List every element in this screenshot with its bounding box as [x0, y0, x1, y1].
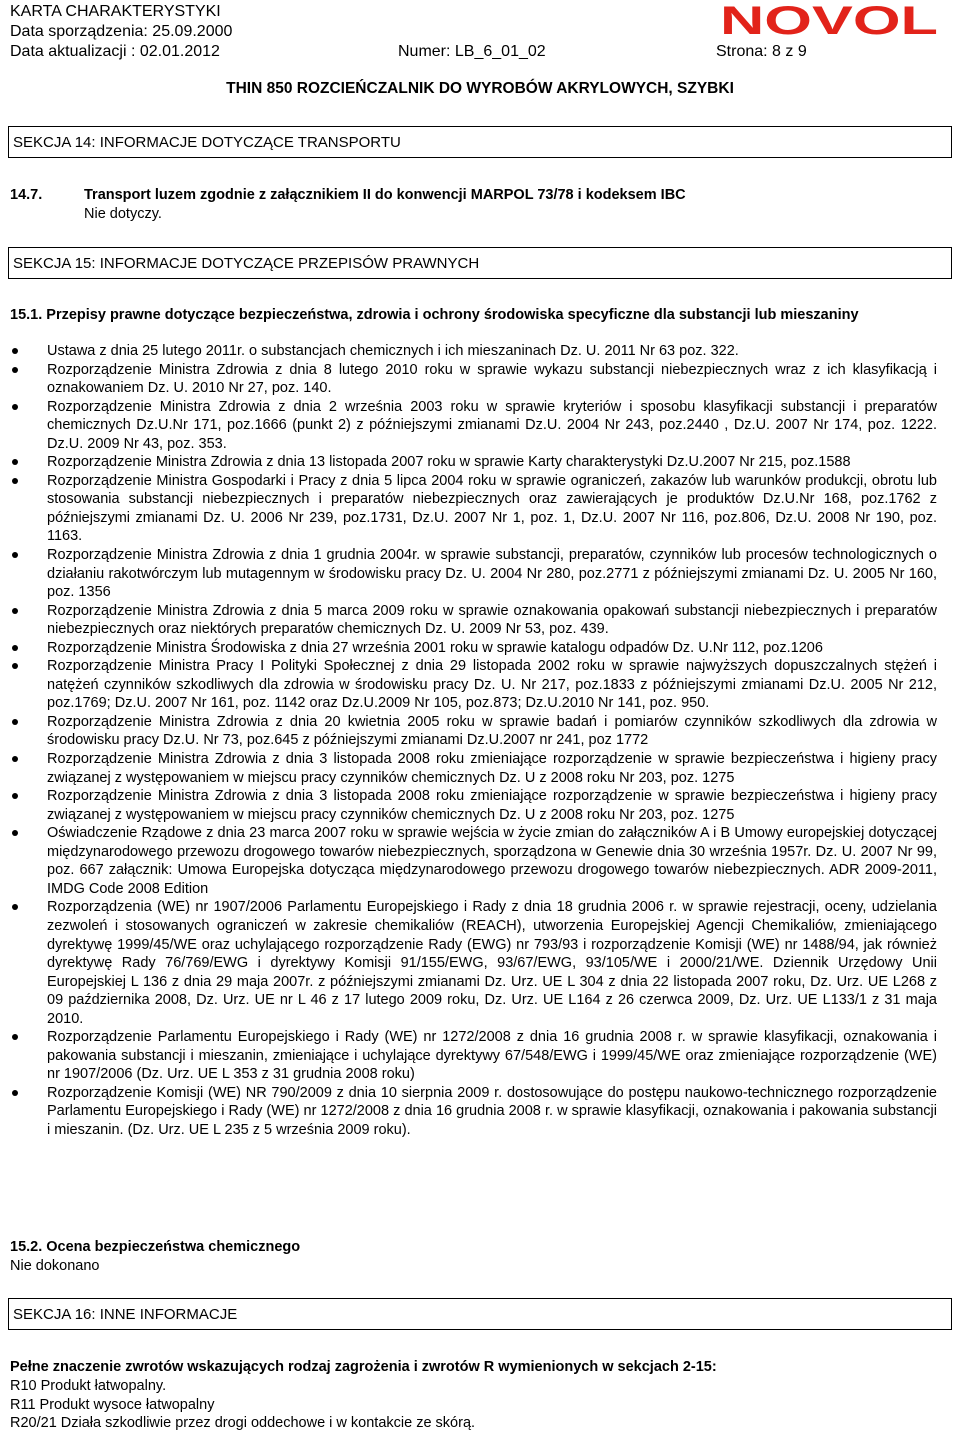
document-title: THIN 850 ROZCIEŃCZALNIK DO WYROBÓW AKRYLOWYCH, SZYBKI [226, 80, 734, 97]
section-15-header [8, 247, 952, 279]
regulation-text: Ustawa z dnia 25 lutego 2011r. o substancjach chemicznych i ich mieszaninach Dz. U. 2011 Nr 63 poz. 322. [47, 343, 739, 359]
update-date: Data aktualizacji : 02.01.2012 [10, 43, 220, 60]
bullet-icon [12, 348, 18, 354]
novol-logo [718, 1, 940, 39]
subsection-14-7-title: Transport luzem zgodnie z załącznikiem II do konwencji MARPOL 73/78 i kodeksem IBC [84, 187, 686, 203]
bullet-icon [12, 552, 18, 558]
section-16-header [8, 1298, 952, 1330]
regulation-text: Rozporządzenie Ministra Zdrowia z dnia 8 lutego 2010 roku w sprawie wykazu substancji niebezpiecznych wraz z ich klasyfikacją i oznakowaniem Dz. U. 2010 Nr 27, poz. 140. [47, 361, 937, 397]
regulation-item [12, 1084, 937, 1140]
bullet-icon [12, 1034, 18, 1040]
regulation-text: Rozporządzenie Ministra Zdrowia z dnia 3 listopada 2008 roku zmieniające rozporządzenie w sprawie bezpieczeństwa i higieny pracy związanej z występowaniem w miejscu pracy czynników chemicznych Dz. U z 2008 roku Nr 203, poz. 1275 [47, 788, 937, 823]
regulation-text: Rozporządzenie Ministra Pracy I Polityki Społecznej z dnia 29 listopada 2002 roku w sprawie najwyższych dopuszczalnych stężeń i natężeń czynników szkodliwych dla zdrowia w środowisku pracy Dz. U. Nr 217, poz.1833 z późniejszymi zmianami Dz.U. 2005 Nr 212, poz.1769; Dz.U. 2007 Nr 161, poz. 1142 oraz Dz.U.2009 Nr 105, poz.873; Dz.U.2010 Nr 141, poz. 950. [47, 658, 937, 712]
section-14-header [8, 126, 952, 158]
regulation-item [12, 639, 937, 658]
regulation-text: Rozporządzenie Parlamentu Europejskiego i Rady (WE) nr 1272/2008 z dnia 16 grudnia 2008 r. w sprawie klasyfikacji, oznakowania i pakowania substancji i mieszanin, zmieniające i uchylające dyrektywy 67/548/EWG i 1999/45/WE oraz zmieniające rozporządzenie (WE) nr 1907/2006 (Dz. Urz. UE L 353 z 31 grudnia 2008 roku) [47, 1029, 937, 1083]
section-15-title: SEKCJA 15: INFORMACJE DOTYCZĄCE PRZEPISÓW PRAWNYCH [13, 255, 480, 272]
regulation-item [12, 602, 937, 639]
creation-date: Data sporządzenia: 25.09.2000 [10, 23, 233, 40]
bullet-icon [12, 478, 18, 484]
regulation-text: Rozporządzenie Ministra Zdrowia z dnia 20 kwietnia 2005 roku w sprawie badań i pomiarów czynników szkodliwych dla zdrowia w środowisku pracy Dz.U. Nr 73, poz.645 z późniejszymi zmianami Dz.U.2007 nr 241, poz 1772 [47, 713, 937, 749]
subsection-14-7-number: 14.7. [10, 187, 43, 203]
phrase-r11: R11 Produkt wysoce łatwopalny [10, 1397, 215, 1413]
bullet-icon [12, 663, 18, 669]
regulation-text: Rozporządzenie Ministra Zdrowia z dnia 1 grudnia 2004r. w sprawie substancji, preparatów, czynników lub procesów technologicznych o działaniu rakotwórczym lub mutagennym w środowisku pracy Dz. U. 2004 Nr 280, poz.2771 z późniejszymi zmianami Dz. U. 2005 Nr 160, poz. 1356 [47, 547, 937, 601]
regulation-item [12, 546, 937, 602]
regulation-text: Oświadczenie Rządowe z dnia 23 marca 2007 roku w sprawie wejścia w życie zmian do załączników A i B Umowy europejskiej dotyczącej międzynarodowego przewozu drogowego towarów niebezpiecznych, sporządzona w Genewie dnia 30 września 1957r. Dz. U. 2007 Nr 99, poz. 667 załącznik: Umowa Europejska dotycząca międzynarodowego przewozu drogowego towarów niebezpiecznych. ADR 2009-2011, IMDG Code 2008 Edition [47, 825, 937, 897]
regulation-text: Rozporządzenie Ministra Zdrowia z dnia 13 listopada 2007 roku w sprawie Karty charakterystyki Dz.U.2007 Nr 215, poz.1588 [47, 454, 851, 471]
regulation-text: Rozporządzenie Ministra Zdrowia z dnia 2 września 2003 roku w sprawie kryteriów i sposobu klasyfikacji substancji i preparatów chemicznych Dz.U.Nr 171, poz.1666 (punkt 2) z późniejszymi zmianami Dz.U. 2004 Nr 243, poz.2440 , Dz.U. 2007 Nr 174, poz. 1222. Dz.U. 2009 Nr 43, poz. 353. [47, 398, 937, 452]
regulation-item [12, 453, 937, 472]
regulation-item [12, 1028, 937, 1084]
bullet-icon [12, 830, 18, 836]
regulations-list [12, 342, 937, 1140]
section-14-title: SEKCJA 14: INFORMACJE DOTYCZĄCE TRANSPORTU [13, 134, 401, 151]
regulation-item [12, 361, 937, 398]
bullet-icon [12, 756, 18, 762]
section-16-lead: Pełne znaczenie zwrotów wskazujących rodzaj zagrożenia i zwrotów R wymienionych w sekcjach 2-15: [10, 1359, 717, 1375]
regulation-item [12, 713, 937, 750]
phrase-r10: R10 Produkt łatwopalny. [10, 1378, 167, 1394]
bullet-icon [12, 404, 18, 410]
subsection-15-2-text: Nie dokonano [10, 1258, 100, 1274]
regulation-text: Rozporządzenie Komisji (WE) NR 790/2009 z dnia 10 sierpnia 2009 r. dostosowujące do postępu naukowo-technicznego rozporządzenie Parlamentu Europejskiego i Rady (WE) nr 1272/2008 z dnia 16 grudnia 2008 r. w sprawie klasyfikacji, oznakowania i pakowania substancji i mieszanin. (Dz. Urz. UE L 235 z 5 września 2009 roku). [47, 1084, 937, 1138]
page-number: Strona: 8 z 9 [716, 43, 807, 60]
regulation-item [12, 342, 937, 361]
regulation-item [12, 398, 937, 454]
bullet-icon [12, 1090, 18, 1096]
subsection-14-7-text: Nie dotyczy. [84, 206, 162, 222]
doc-number: Numer: LB_6_01_02 [398, 43, 546, 60]
bullet-icon [12, 719, 18, 725]
regulation-text: Rozporządzenie Ministra Zdrowia z dnia 3 listopada 2008 roku zmieniające rozporządzenie w sprawie bezpieczeństwa i higieny pracy związanej z występowaniem w miejscu pracy czynników chemicznych Dz. U z 2008 roku Nr 203, poz. 1275 [47, 751, 937, 786]
logo-wordmark: NOVOL [720, 1, 938, 39]
bullet-icon [12, 645, 18, 651]
subsection-15-1-title: 15.1. Przepisy prawne dotyczące bezpieczeństwa, zdrowia i ochrony środowiska specyficzne dla substancji lub mieszaniny [10, 307, 859, 323]
regulation-text: Rozporządzenie Ministra Zdrowia z dnia 5 marca 2009 roku w sprawie oznakowania opakowań substancji niebezpiecznych i preparatów niebezpiecznych oraz niektórych preparatów chemicznych Dz. U. 2009 Nr 53, poz. 439. [47, 602, 937, 638]
bullet-icon [12, 608, 18, 614]
regulation-text: Rozporządzenie Ministra Gospodarki i Pracy z dnia 5 lipca 2004 roku w sprawie ograniczeń, zakazów lub warunków produkcji, obrotu lub stosowania substancji niebezpiecznych i preparatów niebezpiecznych oraz zawierających je produktów Dz.U.Nr 168, poz.1762 z późniejszymi zmianami Dz. U. 2006 Nr 239, poz.1731, Dz.U. 2007 Nr 1, poz. 1, Dz.U. 2007 Nr 116, poz.806, Dz.U. 2008 Nr 190, poz. 1163. [47, 472, 937, 545]
bullet-icon [12, 793, 18, 799]
bullet-icon [12, 904, 18, 910]
regulation-item [12, 472, 937, 546]
regulation-text: Rozporządzenie Ministra Środowiska z dnia 27 września 2001 roku w sprawie katalogu odpadów Dz. U.Nr 112, poz.1206 [47, 639, 823, 656]
regulation-item [12, 824, 937, 898]
regulation-item [12, 898, 937, 1028]
section-16-title: SEKCJA 16: INNE INFORMACJE [13, 1306, 238, 1323]
phrase-r20-21: R20/21 Działa szkodliwie przez drogi oddechowe i w kontakcie ze skórą. [10, 1415, 476, 1431]
regulation-item [12, 787, 937, 824]
subsection-15-2-title: 15.2. Ocena bezpieczeństwa chemicznego [10, 1239, 301, 1255]
regulation-item [12, 750, 937, 787]
bullet-icon [12, 459, 18, 465]
regulation-item [12, 657, 937, 713]
bullet-icon [12, 367, 18, 373]
doc-type: KARTA CHARAKTERYSTYKI [10, 3, 221, 20]
regulation-text: Rozporządzenia (WE) nr 1907/2006 Parlamentu Europejskiego i Rady z dnia 18 grudnia 2006 r. w sprawie rejestracji, oceny, udzielania zezwoleń i stosowanych ograniczeń w zakresie chemikaliów (REACH), utworzenia Europejskiej Agencji Chemikaliów, zmieniającego dyrektywę 1999/45/WE oraz uchylającego rozporządzenie Rady (EWG) nr 793/93 i rozporządzenie Komisji (WE) nr 1488/94, jak również dyrektywę Rady 76/769/EWG i dyrektywy Komisji 91/155/EWG, 93/67/EWG, 93/105/WE i 2000/21/WE. Dziennik Urzędowy Unii Europejskiej L 136 z dnia 29 maja 2007r. z późniejszymi zmianami Dz. Urz. UE L 304 z dnia 22 listopada 2007 roku, Dz. Urz. UE L268 z 09 października 2008, Dz. Urz. UE nr L 46 z 17 lutego 2009 roku, Dz. Urz. UE L164 z 26 czerwca 2009, Dz. Urz. UE L133/1 z 31 maja 2010. [47, 899, 937, 1027]
